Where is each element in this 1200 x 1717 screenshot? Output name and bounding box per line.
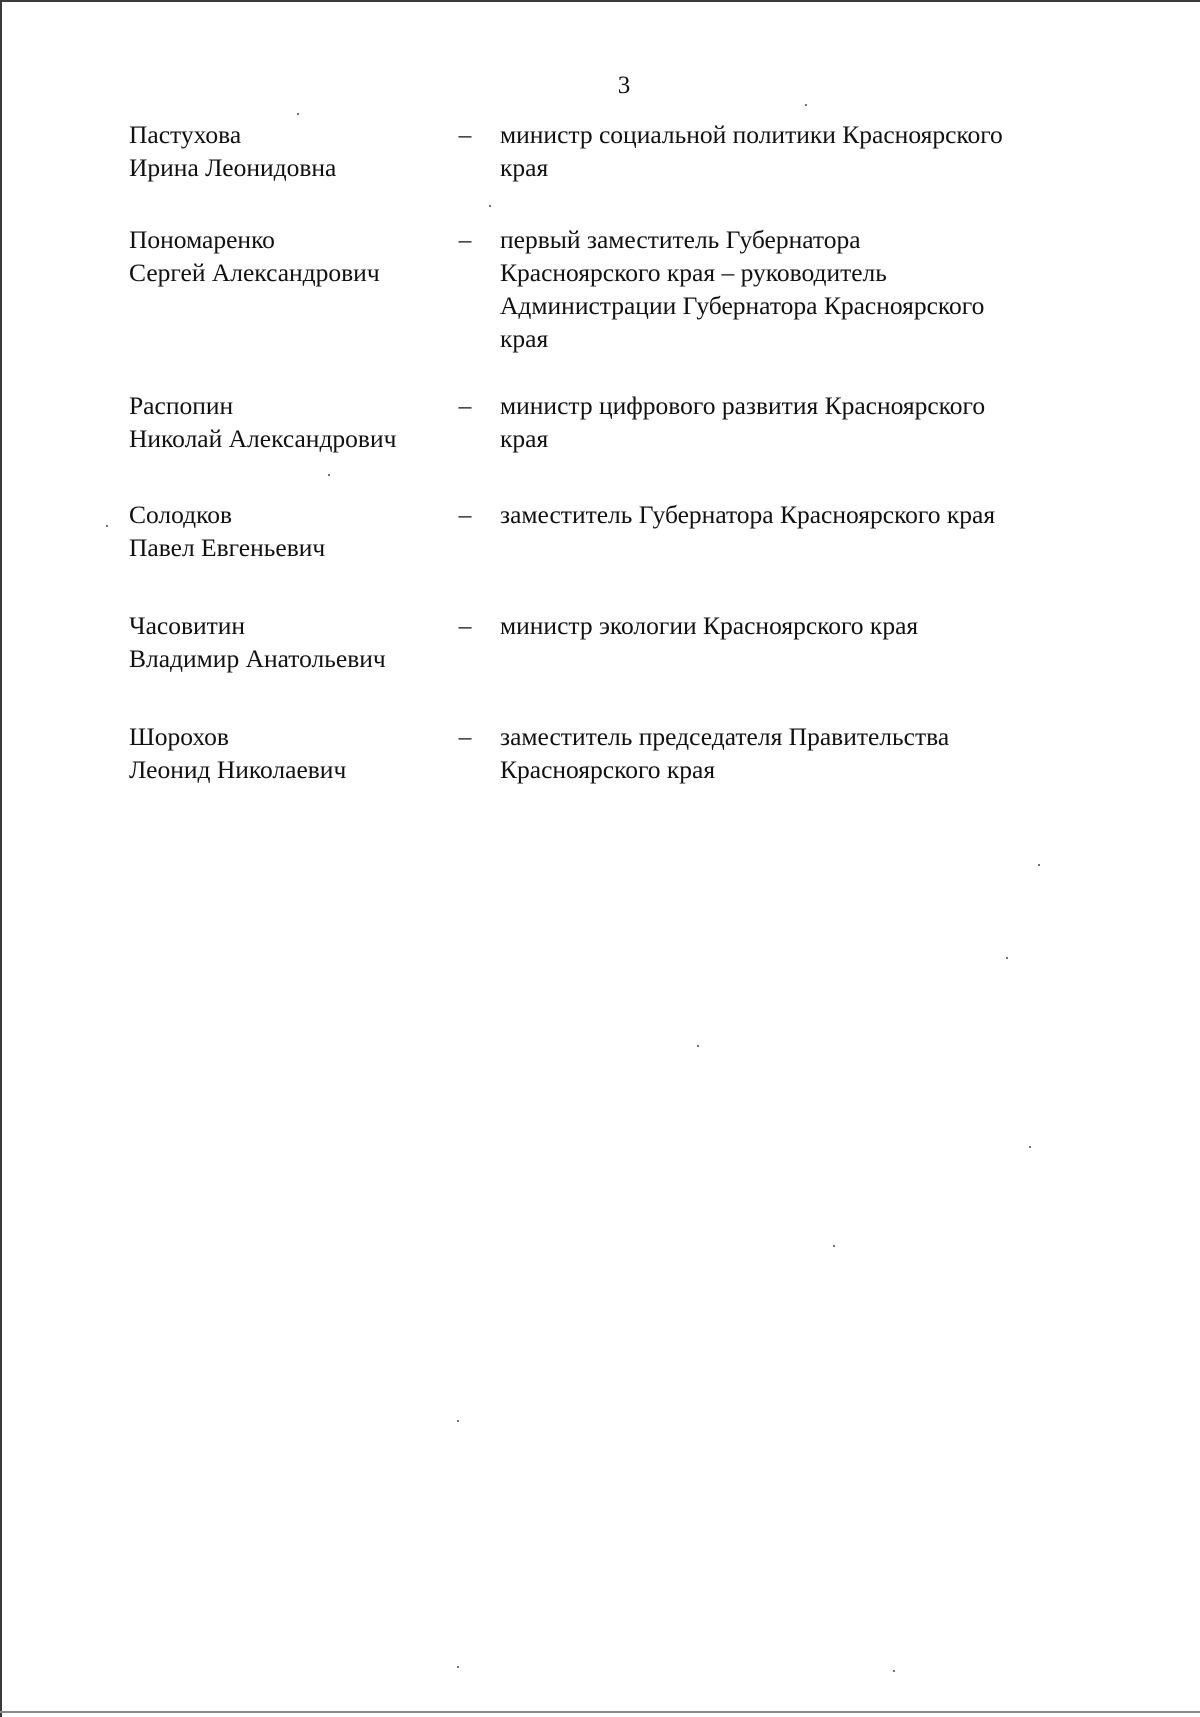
separator-dash: – <box>458 391 472 420</box>
position-line: края <box>500 153 549 182</box>
person-position <box>500 498 1080 531</box>
position-line: министр экологии Красноярского края <box>500 611 919 640</box>
scan-speck <box>893 1670 895 1672</box>
scan-speck <box>697 1045 699 1047</box>
person-surname: Шорохов <box>129 722 229 751</box>
scan-speck <box>457 1420 459 1422</box>
position-line: Администрации Губернатора Красноярского <box>500 291 985 320</box>
scan-speck <box>489 205 491 207</box>
position-line: первый заместитель Губернатора <box>500 225 861 254</box>
scan-border-bottom <box>0 1711 1200 1713</box>
position-line: Красноярского края – руководитель <box>500 258 887 287</box>
person-given-names: Николай Александрович <box>129 424 397 453</box>
person-name <box>129 609 449 675</box>
page-number: 3 <box>617 72 631 99</box>
person-given-names: Владимир Анатольевич <box>129 644 386 673</box>
person-surname: Пастухова <box>129 120 242 149</box>
scan-speck <box>805 104 807 106</box>
scan-speck <box>106 525 108 527</box>
scan-speck <box>1038 864 1040 866</box>
person-name <box>129 389 449 455</box>
person-given-names: Сергей Александрович <box>129 258 380 287</box>
scan-speck <box>1006 957 1008 959</box>
separator-dash: – <box>458 225 472 254</box>
person-name <box>129 498 449 564</box>
person-given-names: Леонид Николаевич <box>129 755 347 784</box>
person-position <box>500 118 1080 184</box>
person-position <box>500 223 1080 355</box>
position-line: заместитель председателя Правительства <box>500 722 950 751</box>
person-position <box>500 389 1080 455</box>
person-position <box>500 720 1080 786</box>
scan-speck <box>297 113 299 115</box>
scan-speck <box>1029 1146 1031 1148</box>
scan-speck <box>328 474 330 476</box>
person-given-names: Павел Евгеньевич <box>129 533 326 562</box>
position-line: министр социальной политики Красноярского <box>500 120 1003 149</box>
person-surname: Распопин <box>129 391 234 420</box>
position-line: Красноярского края <box>500 755 716 784</box>
position-line: заместитель Губернатора Красноярского края <box>500 500 996 529</box>
scan-border-top <box>0 0 1200 2</box>
position-line: края <box>500 324 549 353</box>
person-surname: Пономаренко <box>129 225 275 254</box>
position-line: края <box>500 424 549 453</box>
scan-border-left <box>0 0 2 1717</box>
scan-speck <box>457 1666 459 1668</box>
separator-dash: – <box>458 722 472 751</box>
person-surname: Часовитин <box>129 611 246 640</box>
person-surname: Солодков <box>129 500 233 529</box>
person-name <box>129 223 449 289</box>
separator-dash: – <box>458 120 472 149</box>
person-given-names: Ирина Леонидовна <box>129 153 337 182</box>
separator-dash: – <box>458 500 472 529</box>
scan-speck <box>833 1245 835 1247</box>
person-name <box>129 720 449 786</box>
person-position <box>500 609 1080 642</box>
person-name <box>129 118 449 184</box>
position-line: министр цифрового развития Красноярского <box>500 391 986 420</box>
separator-dash: – <box>458 611 472 640</box>
